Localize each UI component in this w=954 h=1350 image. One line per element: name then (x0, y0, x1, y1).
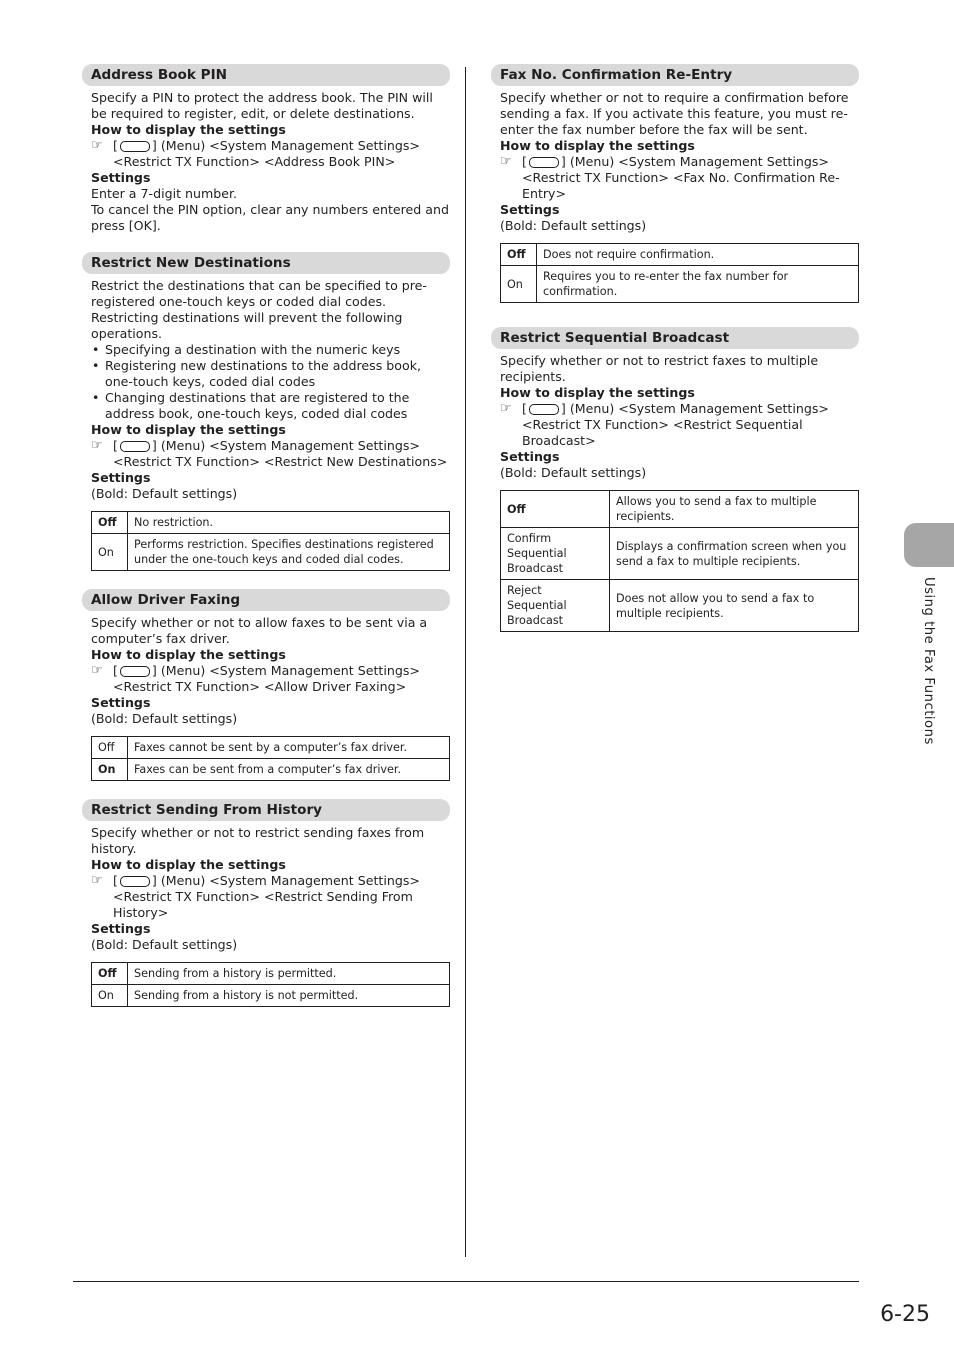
section-title: Restrict Sending From History (82, 799, 450, 821)
chapter-label: Using the Fax Functions (921, 577, 936, 745)
section-title: Restrict Sequential Broadcast (491, 327, 859, 349)
pointing-hand-icon: ☞ (91, 873, 103, 888)
table-row (92, 737, 450, 759)
table-row (92, 963, 450, 985)
default-note: (Bold: Default settings) (91, 711, 238, 726)
menu-path-line1: ] (Menu) <System Management Settings> (151, 873, 420, 888)
intro-text: Specify whether or not to restrict sending faxes from history. (91, 825, 425, 856)
section-title: Address Book PIN (82, 64, 450, 86)
how-heading: How to display the settings (91, 122, 286, 137)
default-note: (Bold: Default settings) (500, 465, 647, 480)
bullet-item: • Registering new destinations to the address book, one-touch keys, coded dial codes (91, 358, 450, 390)
option-key: On (92, 759, 128, 781)
settings-heading: Settings (91, 695, 151, 710)
pointing-hand-icon: ☞ (500, 401, 512, 416)
menu-path-line1: ] (Menu) <System Management Settings> (560, 154, 829, 169)
option-key: Confirm Sequential Broadcast (501, 528, 610, 580)
section-allow-driver-faxing (82, 589, 450, 781)
bracket-open: [ (113, 438, 118, 453)
option-key: Off (92, 737, 128, 759)
menu-path-line2: <Restrict TX Function> <Address Book PIN> (113, 154, 396, 169)
option-desc: Does not require confirmation. (537, 244, 859, 266)
settings-heading: Settings (500, 202, 560, 217)
intro-text: Specify whether or not to restrict faxes to multiple recipients. (500, 353, 819, 384)
option-desc: Faxes cannot be sent by a computer’s fax driver. (128, 737, 450, 759)
settings-heading: Settings (91, 921, 151, 936)
left-column (82, 64, 450, 1025)
intro-text: Specify a PIN to protect the address book. The PIN will be required to register, edit, or delete destinations. (91, 90, 433, 121)
settings-table (500, 243, 859, 303)
how-heading: How to display the settings (500, 385, 695, 400)
option-key: Reject Sequential Broadcast (501, 580, 610, 632)
bullet-item: • Changing destinations that are registered to the address book, one-touch keys, coded dial codes (91, 390, 450, 422)
menu-path (500, 154, 859, 202)
option-desc: Sending from a history is not permitted. (128, 985, 450, 1007)
section-title: Fax No. Confirmation Re-Entry (491, 64, 859, 86)
menu-path-line2: <Restrict TX Function> <Allow Driver Faxing> (113, 679, 407, 694)
menu-path-line1: ] (Menu) <System Management Settings> (151, 438, 420, 453)
intro-text: Restricting destinations will prevent the following operations. (91, 310, 403, 341)
table-row (501, 491, 859, 528)
right-column (491, 64, 859, 650)
table-row (501, 244, 859, 266)
menu-path-line2: <Restrict TX Function> <Fax No. Confirmation Re-Entry> (522, 170, 840, 201)
option-desc: Sending from a history is permitted. (128, 963, 450, 985)
pointing-hand-icon: ☞ (91, 438, 103, 453)
pointing-hand-icon: ☞ (500, 154, 512, 169)
menu-path-line2: <Restrict TX Function> <Restrict Sending From History> (113, 889, 413, 920)
pointing-hand-icon: ☞ (91, 138, 103, 153)
default-note: (Bold: Default settings) (91, 937, 238, 952)
section-address-book-pin (82, 64, 450, 234)
option-key: Off (92, 963, 128, 985)
bullet-list (91, 342, 450, 422)
how-heading: How to display the settings (91, 422, 286, 437)
settings-table (91, 962, 450, 1007)
section-title: Restrict New Destinations (82, 252, 450, 274)
settings-table (91, 511, 450, 571)
settings-table (500, 490, 859, 632)
option-key: Off (92, 512, 128, 534)
bracket-open: [ (522, 401, 527, 416)
table-row (501, 266, 859, 303)
settings-heading: Settings (91, 470, 151, 485)
settings-heading: Settings (91, 170, 151, 185)
menu-key-icon (529, 157, 559, 168)
how-heading: How to display the settings (91, 857, 286, 872)
option-desc: Performs restriction. Specifies destinations registered under the one-touch keys and coded dial codes. (128, 534, 450, 571)
bullet-item: • Specifying a destination with the numeric keys (91, 342, 450, 358)
option-key: Off (501, 244, 537, 266)
option-key: Off (501, 491, 610, 528)
menu-key-icon (120, 141, 150, 152)
settings-line: Enter a 7-digit number. (91, 186, 238, 201)
table-row (501, 580, 859, 632)
menu-path (91, 438, 450, 470)
menu-path-line2: <Restrict TX Function> <Restrict New Destinations> (113, 454, 448, 469)
option-desc: Does not allow you to send a fax to multiple recipients. (610, 580, 859, 632)
menu-key-icon (120, 441, 150, 452)
section-restrict-sequential-broadcast (491, 327, 859, 632)
table-row (92, 534, 450, 571)
table-row (92, 512, 450, 534)
settings-line: To cancel the PIN option, clear any numbers entered and press [OK]. (91, 202, 449, 233)
bracket-open: [ (113, 138, 118, 153)
option-desc: Displays a confirmation screen when you send a fax to multiple recipients. (610, 528, 859, 580)
settings-table (91, 736, 450, 781)
table-row (501, 528, 859, 580)
menu-key-icon (529, 404, 559, 415)
pointing-hand-icon: ☞ (91, 663, 103, 678)
menu-path (500, 401, 859, 449)
section-fax-no-confirmation (491, 64, 859, 303)
menu-path-line1: ] (Menu) <System Management Settings> (151, 663, 420, 678)
section-title: Allow Driver Faxing (82, 589, 450, 611)
section-restrict-new-destinations (82, 252, 450, 571)
intro-text: Specify whether or not to allow faxes to be sent via a computer’s fax driver. (91, 615, 428, 646)
menu-path (91, 663, 450, 695)
intro-text: Restrict the destinations that can be specified to pre-registered one-touch keys or coded dial codes. (91, 278, 427, 309)
menu-path-line1: ] (Menu) <System Management Settings> (560, 401, 829, 416)
option-key: On (501, 266, 537, 303)
footer-rule (73, 1281, 859, 1282)
table-row (92, 759, 450, 781)
default-note: (Bold: Default settings) (91, 486, 238, 501)
bracket-open: [ (113, 873, 118, 888)
settings-heading: Settings (500, 449, 560, 464)
option-key: On (92, 985, 128, 1007)
menu-path-line2: <Restrict TX Function> <Restrict Sequential Broadcast> (522, 417, 803, 448)
option-desc: Allows you to send a fax to multiple recipients. (610, 491, 859, 528)
option-desc: No restriction. (128, 512, 450, 534)
option-key: On (92, 534, 128, 571)
option-desc: Requires you to re-enter the fax number for confirmation. (537, 266, 859, 303)
how-heading: How to display the settings (500, 138, 695, 153)
menu-path (91, 138, 450, 170)
menu-key-icon (120, 876, 150, 887)
bracket-open: [ (113, 663, 118, 678)
option-desc: Faxes can be sent from a computer’s fax driver. (128, 759, 450, 781)
section-restrict-sending-from-history (82, 799, 450, 1007)
menu-path (91, 873, 450, 921)
menu-key-icon (120, 666, 150, 677)
menu-path-line1: ] (Menu) <System Management Settings> (151, 138, 420, 153)
default-note: (Bold: Default settings) (500, 218, 647, 233)
chapter-tab (904, 523, 954, 567)
column-divider (465, 67, 466, 1257)
table-row (92, 985, 450, 1007)
how-heading: How to display the settings (91, 647, 286, 662)
bracket-open: [ (522, 154, 527, 169)
intro-text: Specify whether or not to require a confirmation before sending a fax. If you activate this feature, you must re-enter the fax number before the fax will be sent. (500, 90, 849, 137)
page-number: 6-25 (880, 1302, 930, 1327)
